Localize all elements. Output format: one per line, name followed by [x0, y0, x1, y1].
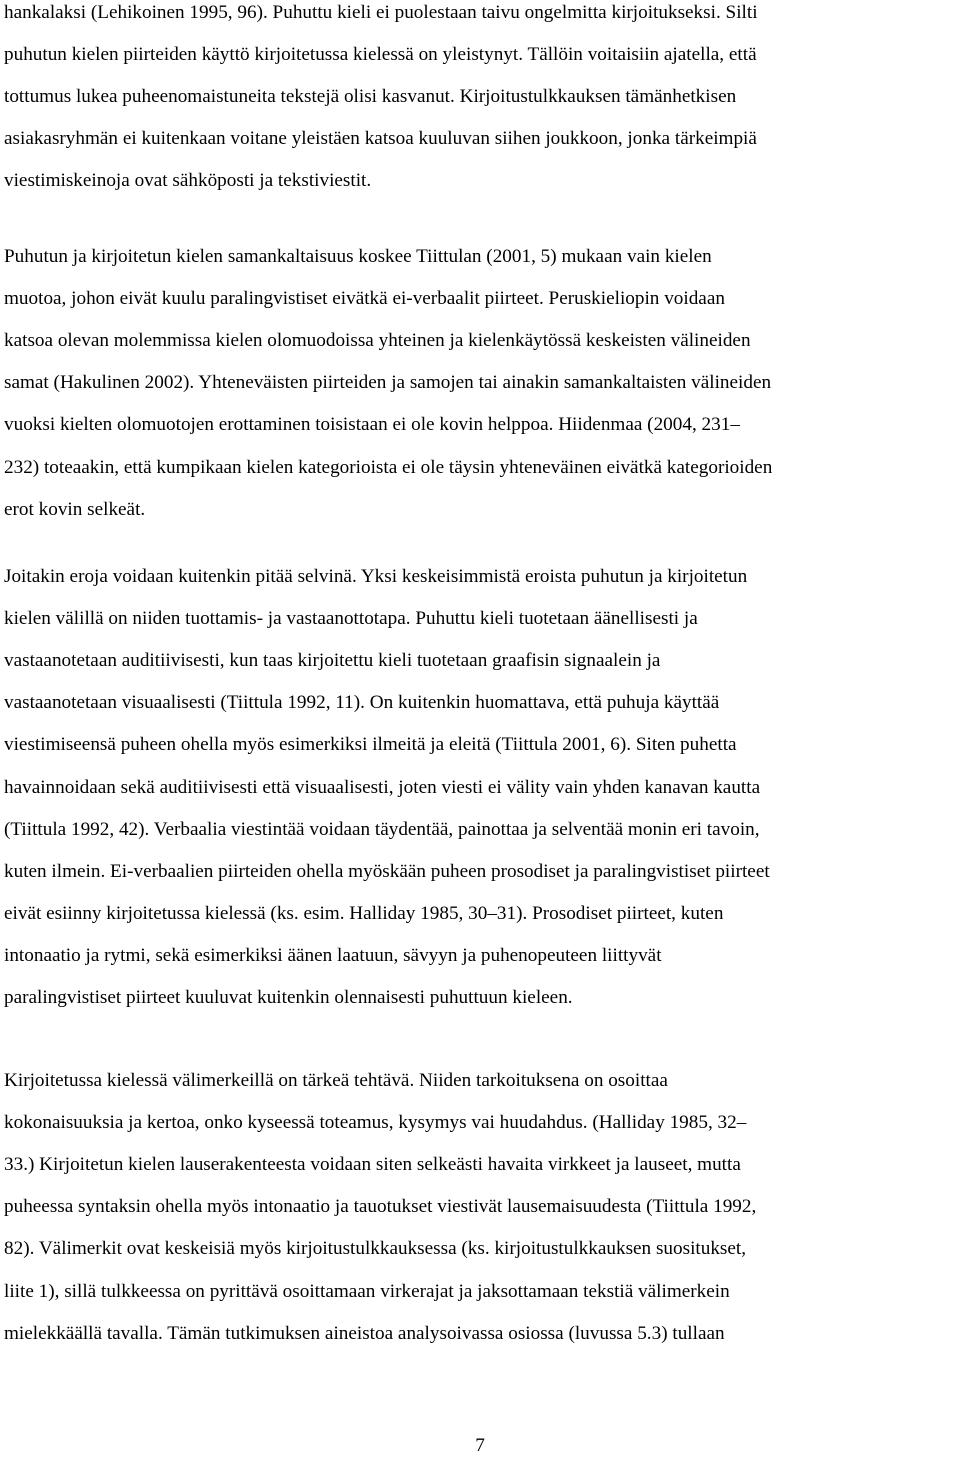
text-line: viestimiskeinoja ovat sähköposti ja tekstiviestit.	[4, 170, 372, 192]
text-line: eivät esiinny kirjoitetussa kielessä (ks. esim. Halliday 1985, 30–31). Prosodiset piirteet, kuten	[4, 902, 724, 924]
text-line: Joitakin eroja voidaan kuitenkin pitää selvinä. Yksi keskeisimmistä eroista puhutun ja kirjoitetun	[4, 566, 748, 587]
text-line: hankalaksi (Lehikoinen 1995, 96). Puhuttu kieli ei puolestaan taivu ongelmitta kirjoitukseksi. Silti	[4, 2, 758, 23]
text-line: liite 1), sillä tulkkeessa on pyrittävä osoittamaan virkerajat ja jaksottamaan tekstiä välimerkein	[4, 1280, 730, 1302]
text-line: muotoa, johon eivät kuulu paralingvistiset eivätkä ei-verbaalit piirteet. Peruskieliopin voidaan	[4, 288, 725, 310]
page-number: 7	[475, 1435, 485, 1456]
text-line: Puhutun ja kirjoitetun kielen samankaltaisuus koskee Tiittulan (2001, 5) mukaan vain kielen	[4, 246, 712, 267]
text-line: erot kovin selkeät.	[4, 498, 146, 520]
text-line: paralingvistiset piirteet kuuluvat kuitenkin olennaisesti puhuttuun kieleen.	[4, 987, 573, 1008]
text-line: intonaatio ja rytmi, sekä esimerkiksi äänen laatuun, sävyyn ja puhenopeuteen liittyvät	[4, 944, 662, 966]
text-line: mielekkäällä tavalla. Tämän tutkimuksen aineistoa analysoivassa osiossa (luvussa 5.3) tullaan	[4, 1322, 725, 1344]
text-line: tottumus lukea puheenomaistuneita tekstejä olisi kasvanut. Kirjoitustulkkauksen tämänhetkisen	[4, 86, 737, 108]
text-line: vastaanotetaan auditiivisesti, kun taas kirjoitettu kieli tuotetaan graafisin signaalein ja	[4, 650, 661, 672]
text-line: kielen välillä on niiden tuottamis- ja vastaanottotapa. Puhuttu kieli tuotetaan äänellisesti ja	[4, 608, 698, 630]
text-line: vastaanotetaan visuaalisesti (Tiittula 1992, 11). On kuitenkin huomattava, että puhuja käyttää	[4, 692, 720, 714]
text-line: samat (Hakulinen 2002). Yhteneväisten piirteiden ja samojen tai ainakin samankaltaisten välineiden	[4, 372, 772, 394]
text-line: puhutun kielen piirteiden käyttö kirjoitetussa kielessä on yleistynyt. Tällöin voitaisiin ajatella, että	[4, 44, 757, 66]
text-line: 232) toteaakin, että kumpikaan kielen kategorioista ei ole täysin yhteneväinen eivätkä kategorioiden	[4, 456, 773, 478]
text-line: (Tiittula 1992, 42). Verbaalia viestintää voidaan täydentää, painottaa ja selventää monin eri tavoin,	[4, 818, 760, 840]
text-line: katsoa olevan molemmissa kielen olomuodoissa yhteinen ja kielenkäytössä keskeisten välineiden	[4, 330, 751, 352]
text-line: asiakasryhmän ei kuitenkaan voitane yleistäen katsoa kuuluvan siihen joukkoon, jonka tärkeimpiä	[4, 128, 757, 150]
text-line: kokonaisuuksia ja kertoa, onko kyseessä toteamus, kysymys vai huudahdus. (Halliday 1985, 32–	[4, 1112, 747, 1134]
text-line: Kirjoitetussa kielessä välimerkeillä on tärkeä tehtävä. Niiden tarkoituksena on osoittaa	[4, 1070, 668, 1091]
text-line: 33.) Kirjoitetun kielen lauserakenteesta voidaan siten selkeästi havaita virkkeet ja lauseet, mutta	[4, 1154, 741, 1176]
text-line: vuoksi kielten olomuotojen erottaminen toisistaan ei ole kovin helppoa. Hiidenmaa (2004, 231–	[4, 414, 740, 436]
text-line: havainnoidaan sekä auditiivisesti että visuaalisesti, joten viesti ei välity vain yhden kanavan kautta	[4, 776, 761, 798]
text-line: puheessa syntaksin ohella myös intonaatio ja tauotukset viestivät lausemaisuudesta (Tiittula 1992,	[4, 1196, 757, 1218]
text-line: viestimiseensä puheen ohella myös esimerkiksi ilmeitä ja eleitä (Tiittula 2001, 6). Siten puhetta	[4, 734, 737, 756]
text-line: kuten ilmein. Ei-verbaalien piirteiden ohella myöskään puheen prosodiset ja paralingvistiset piirteet	[4, 860, 770, 882]
text-line: 82). Välimerkit ovat keskeisiä myös kirjoitustulkkauksessa (ks. kirjoitustulkkauksen suositukset,	[4, 1238, 747, 1260]
